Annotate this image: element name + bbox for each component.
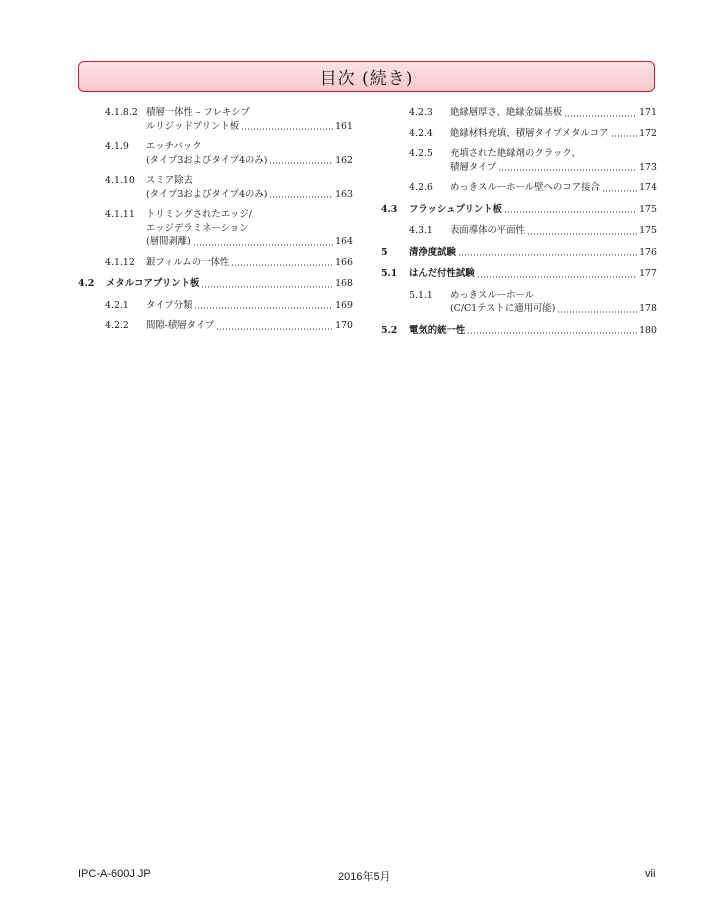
toc-entry-page: 175 [639, 203, 657, 215]
toc-entry-title: (層間剥離) [146, 236, 191, 247]
toc-entry-page: 161 [335, 120, 353, 132]
page-title: 目次 (続き) [319, 69, 414, 89]
toc-entry[interactable] [78, 299, 353, 313]
toc-entry[interactable] [78, 140, 353, 167]
toc-entry[interactable] [78, 106, 353, 133]
toc-entry-title: 間隙-積層タイプ [146, 320, 215, 331]
toc-entry-title-line: スミア除去 [146, 175, 193, 186]
toc-entry-title: メタルコアプリント板 [106, 278, 200, 289]
toc-entry-page: 174 [639, 182, 657, 193]
toc-entry-number: 4.1.12 [105, 256, 135, 268]
toc-entry-page: 168 [335, 278, 353, 289]
dot-leader [269, 162, 333, 164]
dot-leader [241, 128, 333, 130]
dot-leader [269, 196, 333, 198]
toc-entry-title: 清浄度試験 [409, 246, 456, 258]
toc-entry-page: 169 [335, 299, 353, 311]
toc-entry-title-line: 積層一体性 – フレキシブ [146, 107, 250, 118]
toc-entry-page: 180 [639, 324, 657, 336]
toc-entry[interactable] [78, 208, 353, 249]
toc-entry-title: ルリジッドプリント板 [146, 120, 240, 132]
dot-leader [611, 135, 638, 137]
toc-entry-page: 162 [335, 154, 353, 166]
toc-entry[interactable] [78, 319, 353, 333]
toc-right-column [381, 106, 657, 337]
toc-entry-title-line: エッジデラミネーション [146, 222, 249, 234]
toc-entry-page: 164 [335, 236, 353, 247]
toc-entry[interactable] [381, 127, 657, 141]
toc-entry-number: 4.3.1 [409, 225, 433, 236]
toc-entry-title: 絶縁層厚さ、絶縁金属基板 [450, 107, 563, 118]
toc-entry-title: 電気的統一性 [409, 324, 466, 336]
toc-entry-number: 4.2.5 [409, 148, 433, 159]
toc-entry[interactable] [381, 246, 657, 260]
toc-entry-number: 5.1.1 [409, 289, 433, 301]
dot-leader [557, 311, 637, 313]
dot-leader [602, 190, 637, 192]
toc-entry-title-line: 充填された絶縁剤のクラック、 [450, 148, 581, 159]
dot-leader [231, 264, 333, 266]
toc-entry-page: 171 [639, 107, 657, 118]
toc-entry-number: 4.1.11 [105, 209, 135, 220]
toc-entry-page: 170 [335, 320, 353, 331]
toc-entry-title: (タイプ3およびタイプ4のみ) [146, 154, 268, 166]
toc-entry[interactable] [381, 324, 657, 338]
toc-entry-page: 176 [639, 246, 657, 258]
toc-entry-number: 4.2.4 [409, 127, 433, 139]
toc-entry-number: 5.1 [381, 268, 398, 279]
toc-title-bar [78, 61, 655, 92]
toc-entry-number: 5 [381, 246, 388, 258]
toc-entry-title-line: めっきスルーホール [450, 289, 535, 301]
toc-entry-title: 積層タイプ [450, 161, 497, 173]
toc-entry-title: 表面導体の平面性 [450, 225, 526, 236]
toc-entry-number: 4.3 [381, 203, 398, 215]
toc-entry[interactable] [381, 106, 657, 120]
toc-entry-number: 4.1.9 [105, 141, 129, 152]
dot-leader [193, 244, 333, 246]
dot-leader [458, 254, 637, 256]
footer-date: 2016年5月 [338, 871, 391, 883]
toc-entry-title-line: エッチバック [146, 141, 202, 152]
dot-leader [527, 233, 637, 235]
dot-leader [498, 169, 637, 171]
dot-leader [467, 332, 637, 334]
toc-entry-page: 172 [639, 127, 657, 139]
toc-entry-title: (C/C1テストに適用可能) [450, 303, 556, 314]
toc-entry-page: 177 [639, 268, 657, 279]
toc-entry-page: 163 [335, 188, 353, 200]
toc-entry-number: 4.1.8.2 [105, 107, 138, 118]
toc-entry-number: 4.1.10 [105, 175, 135, 186]
toc-entry-title: 絶縁材料充填、積層タイプメタルコア [450, 127, 609, 139]
toc-entry-title: 銀フィルムの一体性 [146, 256, 230, 268]
toc-entry-title-line: トリミングされたエッジ/ [146, 209, 252, 220]
dot-leader [216, 328, 333, 330]
dot-leader [477, 276, 637, 278]
toc-entry-page: 166 [335, 256, 353, 268]
toc-entry[interactable] [78, 256, 353, 270]
toc-entry-title: フラッシュプリント板 [409, 203, 502, 215]
toc-entry-page: 175 [639, 225, 657, 236]
toc-entry-number: 4.2.1 [105, 299, 129, 311]
toc-entry[interactable] [381, 147, 657, 174]
toc-entry[interactable] [78, 277, 353, 291]
toc-entry-number: 4.2.2 [105, 320, 129, 331]
toc-entry[interactable] [381, 224, 657, 238]
toc-entry-title: はんだ付性試験 [409, 268, 475, 279]
toc-entry[interactable] [78, 174, 353, 201]
toc-entry-number: 5.2 [381, 324, 398, 336]
toc-entry-title: タイプ分類 [146, 299, 193, 311]
footer-page-number: vii [645, 868, 656, 880]
toc-entry-title: (タイプ3およびタイプ4のみ) [146, 188, 268, 200]
toc-entry[interactable] [381, 203, 657, 217]
dot-leader [504, 211, 637, 213]
dot-leader [564, 115, 637, 117]
dot-leader [201, 286, 333, 288]
toc-entry-number: 4.2.3 [409, 107, 433, 118]
toc-entry-number: 4.2.6 [409, 182, 433, 193]
toc-entry-page: 178 [639, 303, 657, 314]
dot-leader [194, 307, 333, 309]
toc-left-column [78, 106, 353, 333]
footer-document-id: IPC-A-600J JP [78, 868, 151, 880]
toc-entry-title: めっきスルーホール壁へのコア接合 [450, 182, 600, 193]
toc-entry[interactable] [381, 181, 657, 195]
toc-entry-page: 173 [639, 161, 657, 173]
toc-entry[interactable] [381, 267, 657, 281]
toc-entry-number: 4.2 [78, 278, 95, 289]
toc-entry[interactable] [381, 289, 657, 316]
